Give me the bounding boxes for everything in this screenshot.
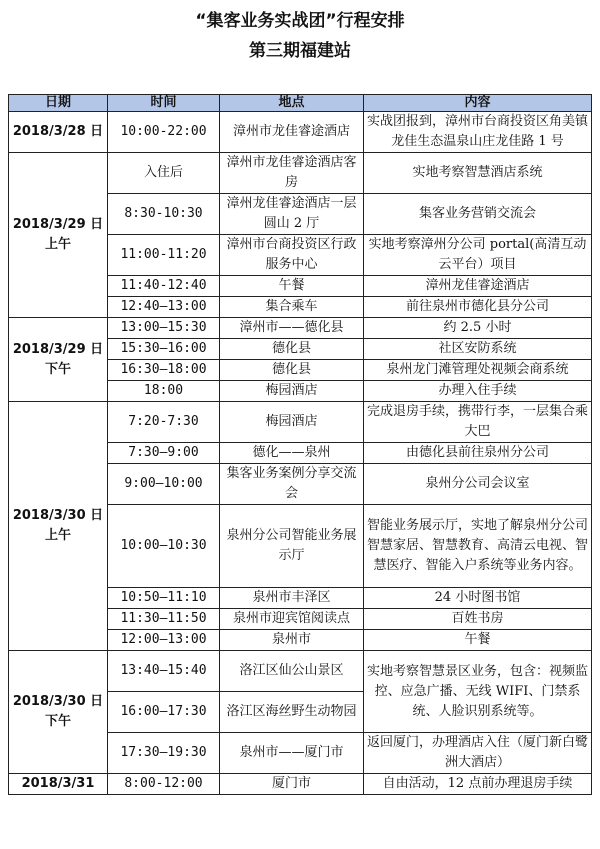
content-cell: 百姓书房	[364, 609, 592, 630]
table-row	[9, 402, 592, 443]
content-cell: 实地考察智慧酒店系统	[364, 153, 592, 194]
place-cell: 漳州市龙佳睿途酒店客房	[220, 153, 364, 194]
content-cell: 完成退房手续，携带行李，一层集合乘大巴	[364, 402, 592, 443]
time-cell: 9:00—10:00	[108, 464, 220, 505]
table-header-row	[9, 95, 592, 112]
header-time: 时间	[108, 95, 220, 112]
date-cell: 2018/3/31	[9, 774, 108, 795]
time-cell: 18:00	[108, 381, 220, 402]
date-cell: 2018/3/30 日 上午	[9, 402, 108, 651]
content-cell: 智能业务展示厅，实地了解泉州分公司智慧家居、智慧教育、高清云电视、智慧医疗、智能入户系统等业务内容。	[364, 505, 592, 588]
place-cell: 德化县	[220, 360, 364, 381]
place-cell: 洛江区海丝野生动物园	[220, 692, 364, 733]
table-row	[9, 651, 592, 692]
place-cell: 梅园酒店	[220, 402, 364, 443]
content-cell: 办理入住手续	[364, 381, 592, 402]
time-cell: 8:00-12:00	[108, 774, 220, 795]
content-cell: 由德化县前往泉州分公司	[364, 443, 592, 464]
content-cell: 午餐	[364, 630, 592, 651]
place-cell: 泉州市丰泽区	[220, 588, 364, 609]
date-cell: 2018/3/30 日 下午	[9, 651, 108, 774]
time-cell: 13:40—15:40	[108, 651, 220, 692]
place-cell: 洛江区仙公山景区	[220, 651, 364, 692]
table-body	[9, 112, 592, 795]
place-cell: 午餐	[220, 276, 364, 297]
content-cell: 自由活动，12 点前办理退房手续	[364, 774, 592, 795]
place-cell: 漳州龙佳睿途酒店一层圆山 2 厅	[220, 194, 364, 235]
table-row	[9, 153, 592, 194]
content-cell: 约 2.5 小时	[364, 318, 592, 339]
place-cell: 漳州市龙佳睿途酒店	[220, 112, 364, 153]
time-cell: 16:00—17:30	[108, 692, 220, 733]
content-cell: 前往泉州市德化县分公司	[364, 297, 592, 318]
header-date: 日期	[9, 95, 108, 112]
date-cell: 2018/3/28 日	[9, 112, 108, 153]
table-row	[9, 318, 592, 339]
date-cell: 2018/3/29 日 上午	[9, 153, 108, 318]
date-cell: 2018/3/29 日 下午	[9, 318, 108, 402]
time-cell: 11:40-12:40	[108, 276, 220, 297]
place-cell: 泉州市——厦门市	[220, 733, 364, 774]
header-place: 地点	[220, 95, 364, 112]
place-cell: 德化县	[220, 339, 364, 360]
content-cell: 社区安防系统	[364, 339, 592, 360]
time-cell: 7:20-7:30	[108, 402, 220, 443]
place-cell: 梅园酒店	[220, 381, 364, 402]
time-cell: 10:50—11:10	[108, 588, 220, 609]
page-subtitle: 第三期福建站	[249, 41, 351, 61]
place-cell: 集客业务案例分享交流会	[220, 464, 364, 505]
content-cell: 24 小时图书馆	[364, 588, 592, 609]
time-cell: 17:30—19:30	[108, 733, 220, 774]
header-content: 内容	[364, 95, 592, 112]
place-cell: 集合乘车	[220, 297, 364, 318]
page-title: “集客业务实战团”行程安排	[195, 11, 405, 31]
place-cell: 泉州市	[220, 630, 364, 651]
content-cell: 泉州分公司会议室	[364, 464, 592, 505]
time-cell: 12:40—13:00	[108, 297, 220, 318]
time-cell: 10:00-22:00	[108, 112, 220, 153]
place-cell: 厦门市	[220, 774, 364, 795]
table-row	[9, 112, 592, 153]
place-cell: 泉州分公司智能业务展示厅	[220, 505, 364, 588]
content-cell: 集客业务营销交流会	[364, 194, 592, 235]
time-cell: 11:30—11:50	[108, 609, 220, 630]
time-cell: 8:30-10:30	[108, 194, 220, 235]
time-cell: 入住后	[108, 153, 220, 194]
content-cell: 返回厦门，办理酒店入住（厦门新白鹭洲大酒店）	[364, 733, 592, 774]
content-cell: 泉州龙门滩管理处视频会商系统	[364, 360, 592, 381]
place-cell: 泉州市迎宾馆阅读点	[220, 609, 364, 630]
time-cell: 13:00—15:30	[108, 318, 220, 339]
place-cell: 漳州市台商投资区行政服务中心	[220, 235, 364, 276]
place-cell: 漳州市——德化县	[220, 318, 364, 339]
schedule-table	[8, 94, 592, 795]
content-cell: 漳州龙佳睿途酒店	[364, 276, 592, 297]
time-cell: 15:30—16:00	[108, 339, 220, 360]
time-cell: 10:00—10:30	[108, 505, 220, 588]
time-cell: 12:00—13:00	[108, 630, 220, 651]
time-cell: 7:30—9:00	[108, 443, 220, 464]
table-row	[9, 774, 592, 795]
place-cell: 德化——泉州	[220, 443, 364, 464]
content-cell: 实地考察漳州分公司 portal(高清互动云平台）项目	[364, 235, 592, 276]
content-cell: 实地考察智慧景区业务，包含：视频监控、应急广播、无线 WIFI、门禁系统、人脸识别系统等。	[364, 651, 592, 733]
time-cell: 11:00-11:20	[108, 235, 220, 276]
content-cell: 实战团报到，漳州市台商投资区角美镇龙佳生态温泉山庄龙佳路 1 号	[364, 112, 592, 153]
time-cell: 16:30—18:00	[108, 360, 220, 381]
